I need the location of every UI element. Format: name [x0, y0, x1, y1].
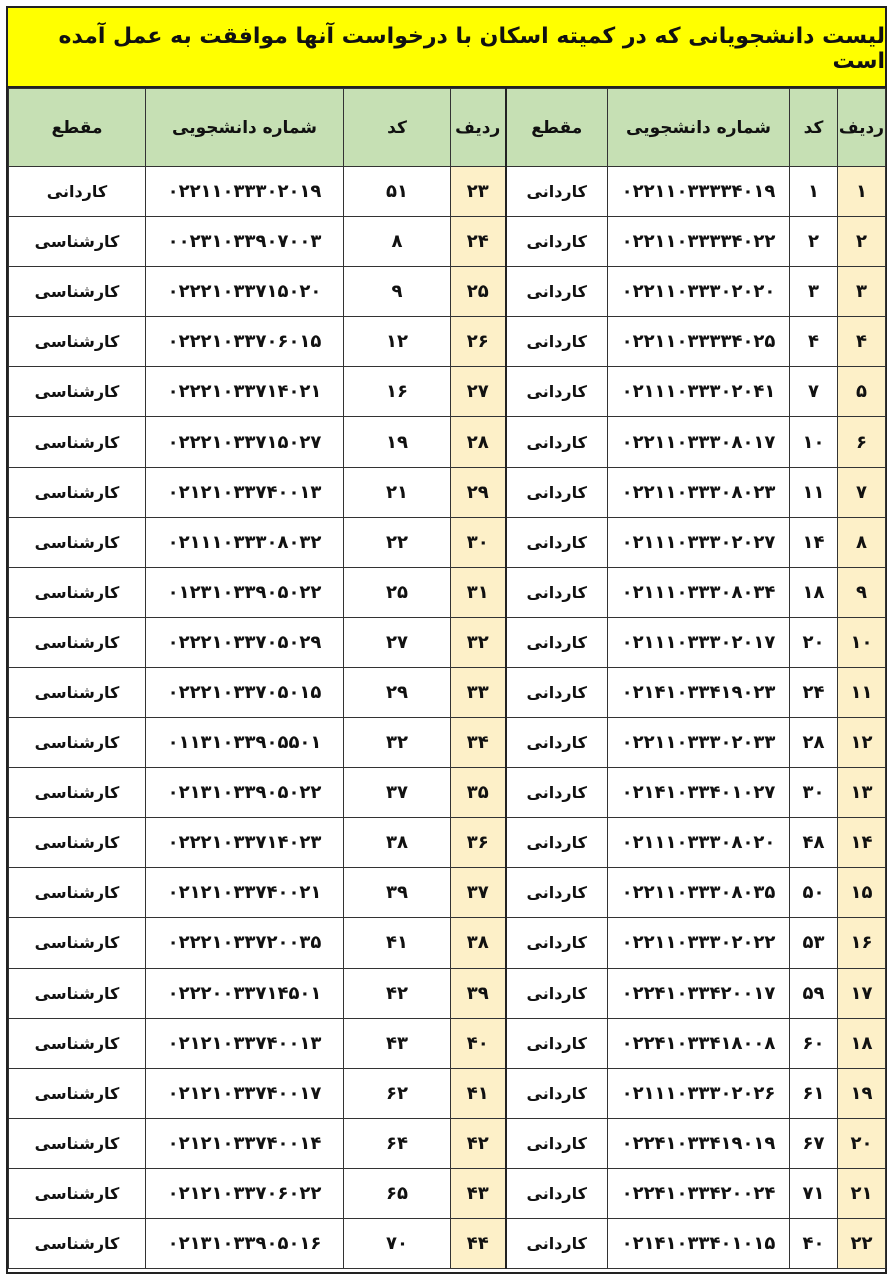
- degree-level: کاردانی: [506, 868, 608, 918]
- table-row: [9, 617, 886, 667]
- degree-level: کاردانی: [506, 1168, 608, 1218]
- degree-level: کاردانی: [506, 267, 608, 317]
- degree-level: کارشناسی: [9, 1118, 146, 1168]
- header-code: کد: [344, 89, 451, 167]
- student-number: ۰۲۲۱۱۰۳۳۳۰۸۰۲۳: [608, 467, 790, 517]
- student-code: ۲۵: [344, 567, 451, 617]
- student-code: ۵۰: [790, 868, 838, 918]
- degree-level: کاردانی: [506, 768, 608, 818]
- degree-level: کارشناسی: [9, 517, 146, 567]
- table-row: [9, 417, 886, 467]
- student-number: ۰۲۲۲۱۰۳۳۷۱۵۰۲۷: [146, 417, 344, 467]
- student-code: ۴: [790, 317, 838, 367]
- degree-level: کاردانی: [506, 1068, 608, 1118]
- table-row: [9, 667, 886, 717]
- degree-level: کاردانی: [506, 1018, 608, 1068]
- table-header-row: [9, 89, 886, 167]
- student-number: ۰۲۲۴۱۰۳۳۴۱۹۰۱۹: [608, 1118, 790, 1168]
- student-code: ۴۸: [790, 818, 838, 868]
- degree-level: کاردانی: [506, 217, 608, 267]
- degree-level: کاردانی: [506, 968, 608, 1018]
- student-code: ۱۰: [790, 417, 838, 467]
- header-radif: ردیف: [451, 89, 506, 167]
- degree-level: کاردانی: [506, 517, 608, 567]
- student-code: ۷۱: [790, 1168, 838, 1218]
- student-number: ۰۲۲۱۱۰۳۳۳۰۸۰۳۵: [608, 868, 790, 918]
- row-number: ۲۳: [451, 167, 506, 217]
- student-code: ۸: [344, 217, 451, 267]
- student-number: ۰۲۲۱۱۰۳۳۳۰۲۰۳۳: [608, 718, 790, 768]
- student-number: ۰۲۲۲۱۰۳۳۷۱۵۰۲۰: [146, 267, 344, 317]
- row-number: ۳۲: [451, 617, 506, 667]
- student-code: ۱۸: [790, 567, 838, 617]
- row-number: ۱۶: [838, 918, 886, 968]
- degree-level: کارشناسی: [9, 267, 146, 317]
- row-number: ۲۵: [451, 267, 506, 317]
- degree-level: کارشناسی: [9, 818, 146, 868]
- student-number: ۰۲۱۱۱۰۳۳۳۰۲۰۲۷: [608, 517, 790, 567]
- student-number: ۰۲۲۴۱۰۳۳۴۱۸۰۰۸: [608, 1018, 790, 1068]
- row-number: ۱: [838, 167, 886, 217]
- degree-level: کارشناسی: [9, 718, 146, 768]
- student-code: ۳۸: [344, 818, 451, 868]
- table-row: [9, 918, 886, 968]
- table-row: [9, 1168, 886, 1218]
- student-code: ۶۱: [790, 1068, 838, 1118]
- student-number: ۰۲۱۲۱۰۳۳۷۴۰۰۱۳: [146, 467, 344, 517]
- row-number: ۷: [838, 467, 886, 517]
- student-code: ۳۲: [344, 718, 451, 768]
- table-row: [9, 167, 886, 217]
- degree-level: کارشناسی: [9, 217, 146, 267]
- header-radif: ردیف: [838, 89, 886, 167]
- row-number: ۱۰: [838, 617, 886, 667]
- row-number: ۴۲: [451, 1118, 506, 1168]
- degree-level: کارشناسی: [9, 768, 146, 818]
- row-number: ۱۲: [838, 718, 886, 768]
- student-code: ۷۰: [344, 1218, 451, 1268]
- student-number: ۰۲۲۱۱۰۳۳۳۳۴۰۲۲: [608, 217, 790, 267]
- header-student-number: شماره دانشجویی: [608, 89, 790, 167]
- table-row: [9, 317, 886, 367]
- table-row: [9, 217, 886, 267]
- table-row: [9, 818, 886, 868]
- student-code: ۶۵: [344, 1168, 451, 1218]
- table-row: [9, 718, 886, 768]
- student-code: ۵۱: [344, 167, 451, 217]
- table-row: [9, 267, 886, 317]
- student-code: ۴۰: [790, 1218, 838, 1268]
- table-row: [9, 567, 886, 617]
- header-level: مقطع: [506, 89, 608, 167]
- degree-level: کارشناسی: [9, 1068, 146, 1118]
- degree-level: کارشناسی: [9, 868, 146, 918]
- student-code: ۳: [790, 267, 838, 317]
- student-code: ۶۷: [790, 1118, 838, 1168]
- degree-level: کارشناسی: [9, 417, 146, 467]
- student-code: ۶۲: [344, 1068, 451, 1118]
- degree-level: کاردانی: [9, 167, 146, 217]
- table-row: [9, 467, 886, 517]
- degree-level: کارشناسی: [9, 667, 146, 717]
- degree-level: کاردانی: [506, 918, 608, 968]
- degree-level: کارشناسی: [9, 367, 146, 417]
- degree-level: کارشناسی: [9, 567, 146, 617]
- header-level: مقطع: [9, 89, 146, 167]
- student-code: ۳۷: [344, 768, 451, 818]
- student-number: ۰۰۲۳۱۰۳۳۹۰۷۰۰۳: [146, 217, 344, 267]
- student-code: ۳۰: [790, 768, 838, 818]
- student-code: ۲۲: [344, 517, 451, 567]
- student-code: ۳۹: [344, 868, 451, 918]
- table-row: [9, 868, 886, 918]
- row-number: ۱۴: [838, 818, 886, 868]
- row-number: ۴۳: [451, 1168, 506, 1218]
- student-code: ۱: [790, 167, 838, 217]
- student-number: ۰۲۲۱۱۰۳۳۳۰۸۰۱۷: [608, 417, 790, 467]
- table-row: [9, 517, 886, 567]
- student-number: ۰۲۲۱۱۰۳۳۳۳۴۰۲۵: [608, 317, 790, 367]
- student-code: ۴۳: [344, 1018, 451, 1068]
- row-number: ۱۵: [838, 868, 886, 918]
- degree-level: کارشناسی: [9, 1218, 146, 1268]
- student-number: ۰۲۱۱۱۰۳۳۳۰۸۰۳۴: [608, 567, 790, 617]
- degree-level: کاردانی: [506, 617, 608, 667]
- degree-level: کاردانی: [506, 667, 608, 717]
- degree-level: کاردانی: [506, 1218, 608, 1268]
- table-row: [9, 968, 886, 1018]
- student-list-sheet: [6, 6, 887, 1274]
- student-number: ۰۲۱۱۱۰۳۳۳۰۸۰۳۲: [146, 517, 344, 567]
- student-number: ۰۲۲۲۱۰۳۳۷۰۶۰۱۵: [146, 317, 344, 367]
- table-row: [9, 367, 886, 417]
- degree-level: کاردانی: [506, 818, 608, 868]
- table-row: [9, 1218, 886, 1268]
- student-code: ۹: [344, 267, 451, 317]
- row-number: ۳۰: [451, 517, 506, 567]
- row-number: ۲۷: [451, 367, 506, 417]
- student-code: ۷: [790, 367, 838, 417]
- degree-level: کارشناسی: [9, 617, 146, 667]
- degree-level: کاردانی: [506, 467, 608, 517]
- row-number: ۲۲: [838, 1218, 886, 1268]
- row-number: ۳۹: [451, 968, 506, 1018]
- table-body: [9, 167, 886, 1269]
- row-number: ۲۹: [451, 467, 506, 517]
- student-number: ۰۲۲۲۱۰۳۳۷۰۵۰۲۹: [146, 617, 344, 667]
- row-number: ۶: [838, 417, 886, 467]
- student-number: ۰۲۱۱۱۰۳۳۳۰۲۰۱۷: [608, 617, 790, 667]
- student-number: ۰۲۲۱۱۰۳۳۳۰۲۰۲۲: [608, 918, 790, 968]
- student-number: ۰۲۲۲۱۰۳۳۷۰۵۰۱۵: [146, 667, 344, 717]
- student-number: ۰۲۱۳۱۰۳۳۹۰۵۰۲۲: [146, 768, 344, 818]
- student-number: ۰۲۲۴۱۰۳۳۴۲۰۰۱۷: [608, 968, 790, 1018]
- row-number: ۵: [838, 367, 886, 417]
- student-code: ۲۸: [790, 718, 838, 768]
- student-number: ۰۲۲۱۱۰۳۳۳۳۴۰۱۹: [608, 167, 790, 217]
- student-number: ۰۲۱۲۱۰۳۳۷۰۶۰۲۲: [146, 1168, 344, 1218]
- row-number: ۱۷: [838, 968, 886, 1018]
- degree-level: کارشناسی: [9, 918, 146, 968]
- degree-level: کارشناسی: [9, 1018, 146, 1068]
- student-code: ۲: [790, 217, 838, 267]
- row-number: ۳۳: [451, 667, 506, 717]
- student-code: ۵۳: [790, 918, 838, 968]
- row-number: ۹: [838, 567, 886, 617]
- row-number: ۲: [838, 217, 886, 267]
- student-number: ۰۲۲۲۱۰۳۳۷۲۰۰۳۵: [146, 918, 344, 968]
- row-number: ۲۱: [838, 1168, 886, 1218]
- row-number: ۱۸: [838, 1018, 886, 1068]
- student-number: ۰۲۱۲۱۰۳۳۷۴۰۰۱۳: [146, 1018, 344, 1068]
- degree-level: کاردانی: [506, 567, 608, 617]
- student-code: ۲۹: [344, 667, 451, 717]
- degree-level: کاردانی: [506, 1118, 608, 1168]
- degree-level: کاردانی: [506, 417, 608, 467]
- row-number: ۳۴: [451, 718, 506, 768]
- student-number: ۰۱۲۳۱۰۳۳۹۰۵۰۲۲: [146, 567, 344, 617]
- student-number: ۰۲۲۴۱۰۳۳۴۲۰۰۲۴: [608, 1168, 790, 1218]
- student-number: ۰۲۱۲۱۰۳۳۷۴۰۰۱۴: [146, 1118, 344, 1168]
- student-number: ۰۲۱۱۱۰۳۳۳۰۲۰۴۱: [608, 367, 790, 417]
- student-code: ۲۴: [790, 667, 838, 717]
- student-number: ۰۲۱۲۱۰۳۳۷۴۰۰۲۱: [146, 868, 344, 918]
- row-number: ۲۸: [451, 417, 506, 467]
- student-number: ۰۲۲۱۱۰۳۳۳۰۲۰۱۹: [146, 167, 344, 217]
- degree-level: کاردانی: [506, 367, 608, 417]
- student-code: ۶۰: [790, 1018, 838, 1068]
- student-number: ۰۲۲۲۱۰۳۳۷۱۴۰۲۳: [146, 818, 344, 868]
- document-title: لیست دانشجویانی که در کمیته اسکان با درخواست آنها موافقت به عمل آمده است: [8, 8, 885, 88]
- student-code: ۱۴: [790, 517, 838, 567]
- header-student-number: شماره دانشجویی: [146, 89, 344, 167]
- student-number: ۰۲۱۱۱۰۳۳۳۰۲۰۲۶: [608, 1068, 790, 1118]
- student-code: ۱۹: [344, 417, 451, 467]
- row-number: ۲۶: [451, 317, 506, 367]
- row-number: ۱۹: [838, 1068, 886, 1118]
- row-number: ۴۱: [451, 1068, 506, 1118]
- table-row: [9, 1018, 886, 1068]
- student-number: ۰۲۱۳۱۰۳۳۹۰۵۰۱۶: [146, 1218, 344, 1268]
- student-code: ۶۴: [344, 1118, 451, 1168]
- student-code: ۲۰: [790, 617, 838, 667]
- row-number: ۸: [838, 517, 886, 567]
- student-number: ۰۲۲۲۰۰۳۳۷۱۴۵۰۱: [146, 968, 344, 1018]
- student-code: ۱۱: [790, 467, 838, 517]
- student-code: ۴۲: [344, 968, 451, 1018]
- degree-level: کارشناسی: [9, 968, 146, 1018]
- degree-level: کارشناسی: [9, 467, 146, 517]
- row-number: ۳۸: [451, 918, 506, 968]
- row-number: ۳۱: [451, 567, 506, 617]
- student-code: ۱۲: [344, 317, 451, 367]
- students-table: [8, 88, 886, 1269]
- table-row: [9, 768, 886, 818]
- row-number: ۴۰: [451, 1018, 506, 1068]
- student-number: ۰۲۱۴۱۰۳۳۴۰۱۰۲۷: [608, 768, 790, 818]
- student-number: ۰۱۱۳۱۰۳۳۹۰۵۵۰۱: [146, 718, 344, 768]
- row-number: ۱۱: [838, 667, 886, 717]
- student-number: ۰۲۲۲۱۰۳۳۷۱۴۰۲۱: [146, 367, 344, 417]
- student-number: ۰۲۱۴۱۰۳۳۴۱۹۰۲۳: [608, 667, 790, 717]
- degree-level: کاردانی: [506, 718, 608, 768]
- degree-level: کارشناسی: [9, 1168, 146, 1218]
- student-number: ۰۲۲۱۱۰۳۳۳۰۲۰۲۰: [608, 267, 790, 317]
- row-number: ۳۶: [451, 818, 506, 868]
- row-number: ۲۰: [838, 1118, 886, 1168]
- row-number: ۳۵: [451, 768, 506, 818]
- student-code: ۲۱: [344, 467, 451, 517]
- student-number: ۰۲۱۴۱۰۳۳۴۰۱۰۱۵: [608, 1218, 790, 1268]
- header-code: کد: [790, 89, 838, 167]
- row-number: ۱۳: [838, 768, 886, 818]
- student-code: ۵۹: [790, 968, 838, 1018]
- row-number: ۲۴: [451, 217, 506, 267]
- student-code: ۴۱: [344, 918, 451, 968]
- degree-level: کارشناسی: [9, 317, 146, 367]
- student-code: ۱۶: [344, 367, 451, 417]
- row-number: ۳۷: [451, 868, 506, 918]
- degree-level: کاردانی: [506, 167, 608, 217]
- row-number: ۳: [838, 267, 886, 317]
- student-number: ۰۲۱۲۱۰۳۳۷۴۰۰۱۷: [146, 1068, 344, 1118]
- row-number: ۴: [838, 317, 886, 367]
- degree-level: کاردانی: [506, 317, 608, 367]
- student-code: ۲۷: [344, 617, 451, 667]
- student-number: ۰۲۱۱۱۰۳۳۳۰۸۰۲۰: [608, 818, 790, 868]
- table-row: [9, 1118, 886, 1168]
- table-row: [9, 1068, 886, 1118]
- row-number: ۴۴: [451, 1218, 506, 1268]
